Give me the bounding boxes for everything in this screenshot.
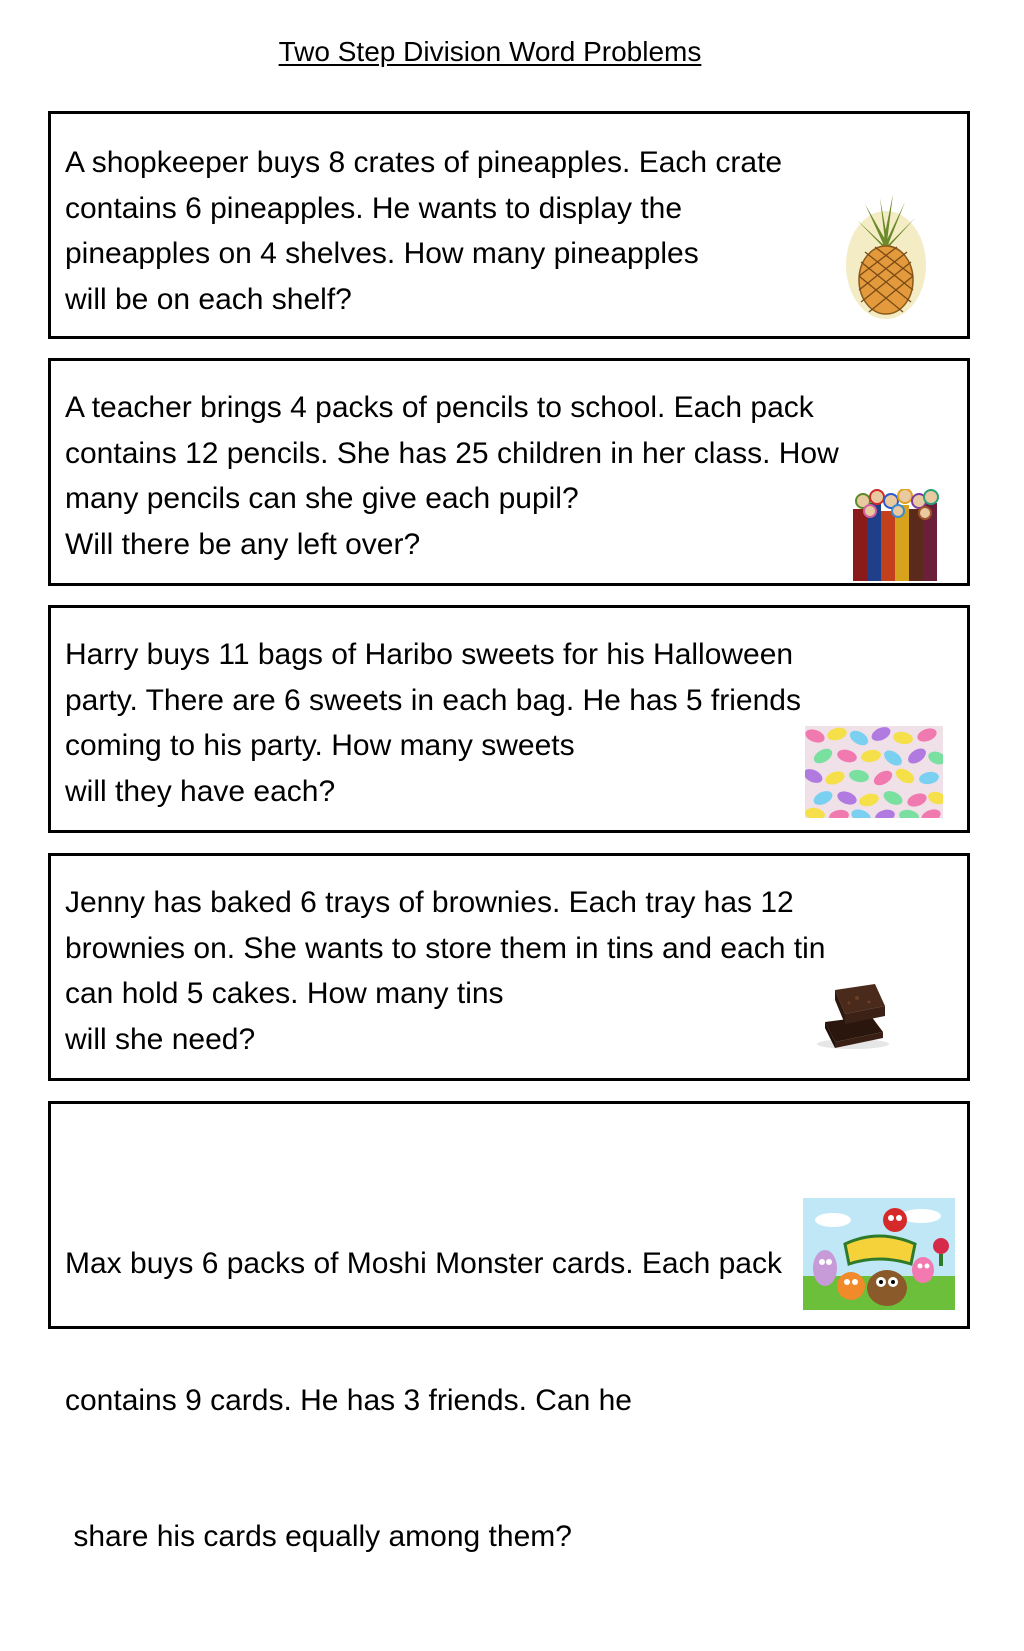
problem-line: party. There are 6 sweets in each bag. He has 5 friends	[65, 683, 801, 717]
problem-line: Max buys 6 packs of Moshi Monster cards. Each pack	[65, 1247, 782, 1280]
problem-line: A teacher brings 4 packs of pencils to school. Each pack	[65, 391, 814, 424]
problem-line: A shopkeeper buys 8 crates of pineapples. Each crate	[65, 146, 783, 179]
problem-text-1	[65, 140, 782, 322]
jelly-beans-image	[805, 726, 943, 818]
problem-line: contains 9 cards. He has 3 friends. Can he	[65, 1383, 632, 1417]
problem-line: Jenny has baked 6 trays of brownies. Each tray has 12	[65, 886, 794, 919]
problem-line: pineapples on 4 shelves. How many pineapples	[65, 237, 699, 270]
problem-card-5	[48, 1101, 970, 1553]
problem-card-4	[48, 853, 970, 1081]
pineapple-image	[845, 190, 927, 320]
problem-line: share his cards equally among them?	[65, 1520, 572, 1553]
moshi-monsters-image	[803, 1198, 955, 1310]
problem-line: Will there be any left over?	[65, 527, 421, 561]
problem-line: will be on each shelf?	[65, 282, 352, 316]
problem-card-2	[48, 358, 970, 586]
problem-line: contains 6 pineapples. He wants to display the	[65, 191, 683, 225]
problem-line: brownies on. She wants to store them in tins and each tin	[65, 931, 826, 965]
problem-line: contains 12 pencils. She has 25 children in her class. How	[65, 436, 839, 470]
problem-card-1	[48, 111, 970, 339]
problem-card-3	[48, 605, 970, 833]
problem-line: many pencils can she give each pupil?	[65, 482, 579, 515]
brownies-image	[813, 976, 899, 1050]
colored-pencils-image	[849, 489, 941, 581]
problem-line: can hold 5 cakes. How many tins	[65, 977, 504, 1010]
problem-line: Harry buys 11 bags of Haribo sweets for his Halloween	[65, 638, 794, 671]
problem-text-4	[65, 880, 825, 1062]
problem-line: coming to his party. How many sweets	[65, 729, 575, 762]
problem-text-5	[65, 1150, 782, 1651]
problem-text-2	[65, 385, 839, 567]
problem-line: will they have each?	[65, 774, 336, 808]
problem-line: will she need?	[65, 1022, 256, 1056]
page-title: Two Step Division Word Problems	[278, 36, 702, 67]
problem-text-3	[65, 632, 801, 814]
